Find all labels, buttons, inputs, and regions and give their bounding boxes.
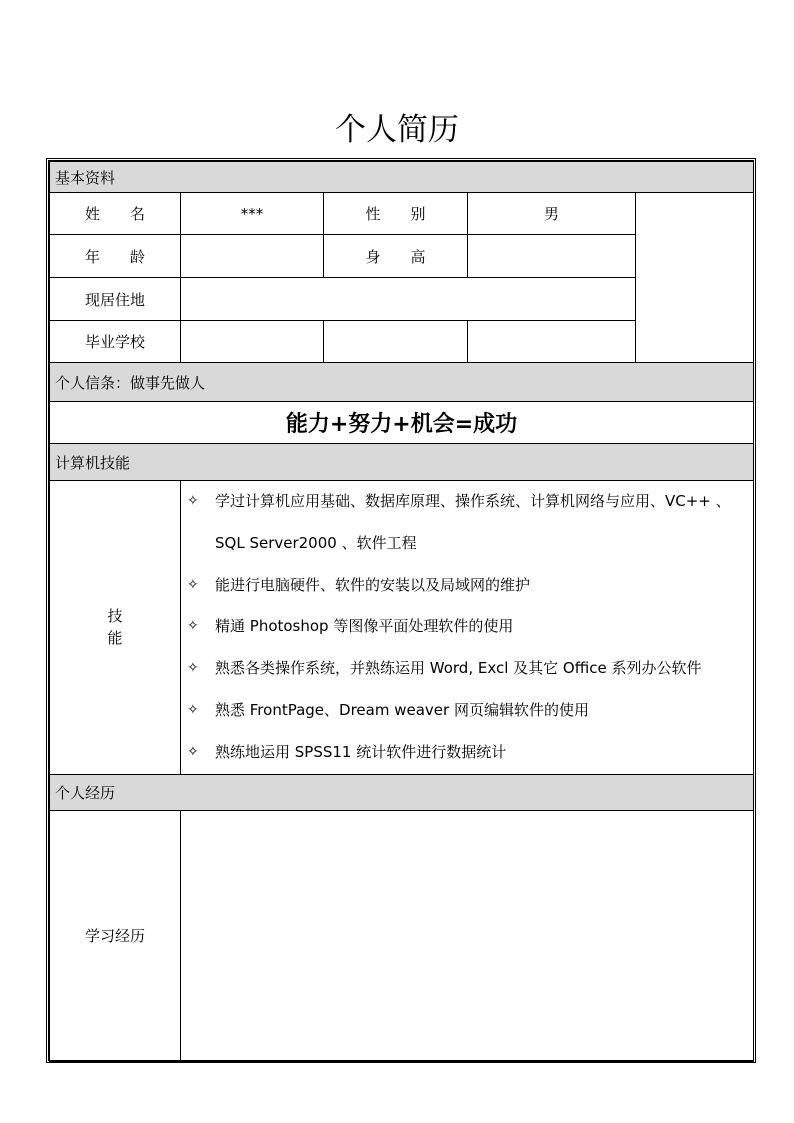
skill-item xyxy=(181,565,753,607)
study-experience-label: 学习经历 xyxy=(50,810,181,1061)
diamond-outline-icon: ✧ xyxy=(187,660,199,677)
school-value-1[interactable] xyxy=(181,321,324,363)
skills-content xyxy=(181,481,754,775)
skill-item-text: 熟悉各类操作系统，并熟练运用 Word, Excl 及其它 Office 系列办公软件 xyxy=(215,659,702,678)
skill-item-text: 熟练地运用 SPSS11 统计软件进行数据统计 xyxy=(215,742,507,761)
skill-item-text: SQL Server2000 、软件工程 xyxy=(215,533,417,552)
skill-item-text: 熟悉 FrontPage、Dream weaver 网页编辑软件的使用 xyxy=(215,700,589,719)
skill-item-text: 能进行电脑硬件、软件的安装以及局域网的维护 xyxy=(215,575,531,594)
school-value-3[interactable] xyxy=(468,321,636,363)
skills-label-line1: 技 xyxy=(107,607,123,626)
skills-list xyxy=(181,481,753,774)
age-value[interactable] xyxy=(181,235,324,278)
school-value-2[interactable] xyxy=(324,321,468,363)
resume-title: 个人简历 xyxy=(335,112,459,148)
study-experience-value[interactable] xyxy=(181,810,754,1061)
diamond-outline-icon: ✧ xyxy=(187,701,199,718)
skill-item-continuation xyxy=(181,523,753,565)
section-header-experience: 个人经历 xyxy=(50,774,754,810)
skill-item-text: 学过计算机应用基础、数据库原理、操作系统、计算机网络与应用、VC++ 、 xyxy=(215,492,731,510)
diamond-outline-icon: ✧ xyxy=(187,576,199,593)
skills-label xyxy=(50,481,181,775)
motto-text: 能力+努力+机会=成功 xyxy=(50,402,754,444)
gender-label: 性 别 xyxy=(324,193,468,235)
resume-table xyxy=(49,161,754,1062)
skill-item xyxy=(181,690,753,732)
diamond-outline-icon: ✧ xyxy=(187,618,199,635)
age-label: 年 龄 xyxy=(50,235,181,278)
skill-item xyxy=(181,732,753,774)
section-header-basic: 基本资料 xyxy=(50,162,754,193)
section-header-motto: 个人信条：做事先做人 xyxy=(50,363,754,402)
name-label: 姓 名 xyxy=(50,193,181,235)
section-header-computer-skills: 计算机技能 xyxy=(50,444,754,481)
skill-item xyxy=(181,481,753,523)
height-value[interactable] xyxy=(468,235,636,278)
diamond-outline-icon: ✧ xyxy=(187,743,199,760)
diamond-outline-icon: ✧ xyxy=(187,493,199,509)
gender-value[interactable]: 男 xyxy=(468,193,636,235)
photo-box xyxy=(636,193,754,363)
skills-label-line2: 能 xyxy=(107,629,123,648)
address-label: 现居住地 xyxy=(50,278,181,321)
skill-item xyxy=(181,606,753,648)
skill-item-text: 精通 Photoshop 等图像平面处理软件的使用 xyxy=(215,617,514,636)
address-value[interactable] xyxy=(181,278,636,321)
height-label: 身 高 xyxy=(324,235,468,278)
skill-item xyxy=(181,648,753,690)
name-value[interactable]: *** xyxy=(181,193,324,235)
school-label: 毕业学校 xyxy=(50,321,181,363)
